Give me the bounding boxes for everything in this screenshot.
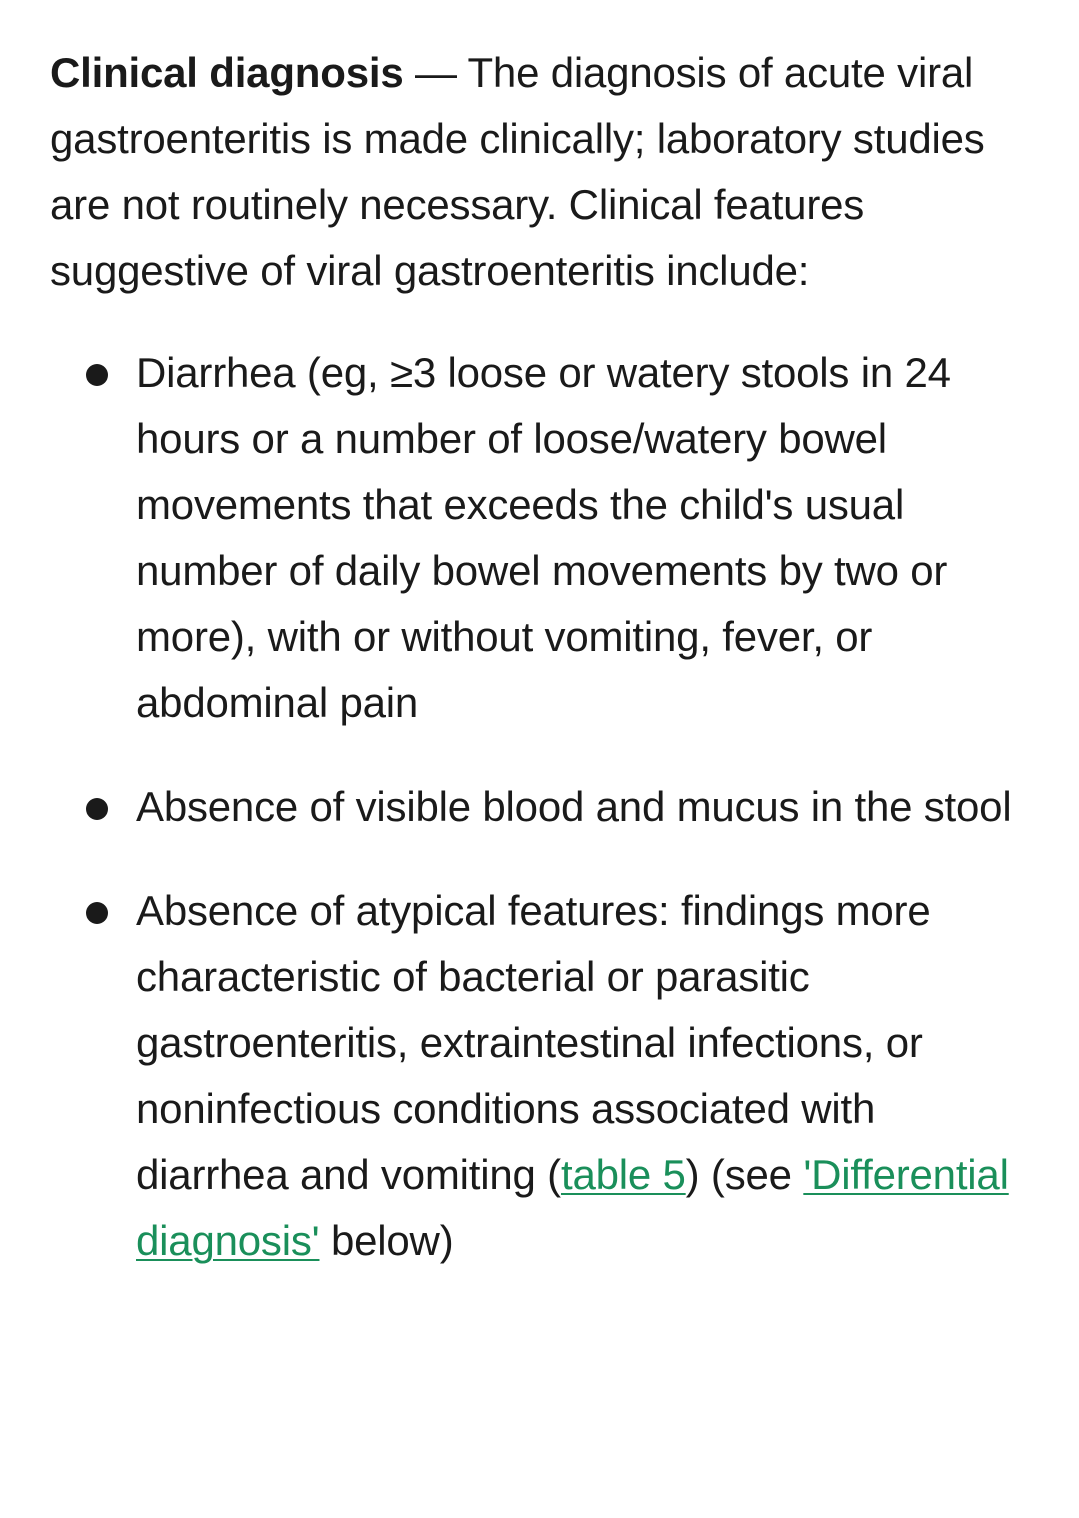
list-item-text: Absence of visible blood and mucus in the stool bbox=[136, 783, 1012, 830]
list-item-text-middle: ) (see bbox=[685, 1151, 804, 1198]
list-item-text-before: Absence of atypical features: findings more characteristic of bacterial or parasitic gastroenteritis, extraintestinal infections, or noninfectious conditions associated with diarrhea and vomiting ( bbox=[136, 887, 931, 1198]
intro-text: The diagnosis of acute viral gastroenteritis is made clinically; laboratory studies are not routinely necessary. Clinical features suggestive of viral gastroenteritis include: bbox=[50, 49, 985, 294]
list-item-text: Diarrhea (eg, ≥3 loose or watery stools in 24 hours or a number of loose/watery bowel movements that exceeds the child's usual number of daily bowel movements by two or more), with or without vomiting, fever, or abdominal pain bbox=[136, 349, 951, 726]
intro-paragraph bbox=[50, 40, 1039, 304]
section-heading: Clinical diagnosis bbox=[50, 49, 404, 96]
list-item-text-after: below) bbox=[319, 1217, 454, 1264]
bullet-dot-icon bbox=[86, 902, 108, 924]
bullet-dot-icon bbox=[86, 364, 108, 386]
list-item bbox=[50, 340, 1039, 736]
list-item bbox=[50, 878, 1039, 1274]
differential-diagnosis-link[interactable]: 'Differential diagnosis' bbox=[136, 1151, 1009, 1264]
table-5-link[interactable]: table 5 bbox=[560, 1151, 686, 1198]
feature-list bbox=[50, 340, 1039, 1274]
bullet-dot-icon bbox=[86, 798, 108, 820]
heading-dash: — bbox=[403, 49, 468, 96]
list-item bbox=[50, 774, 1039, 840]
